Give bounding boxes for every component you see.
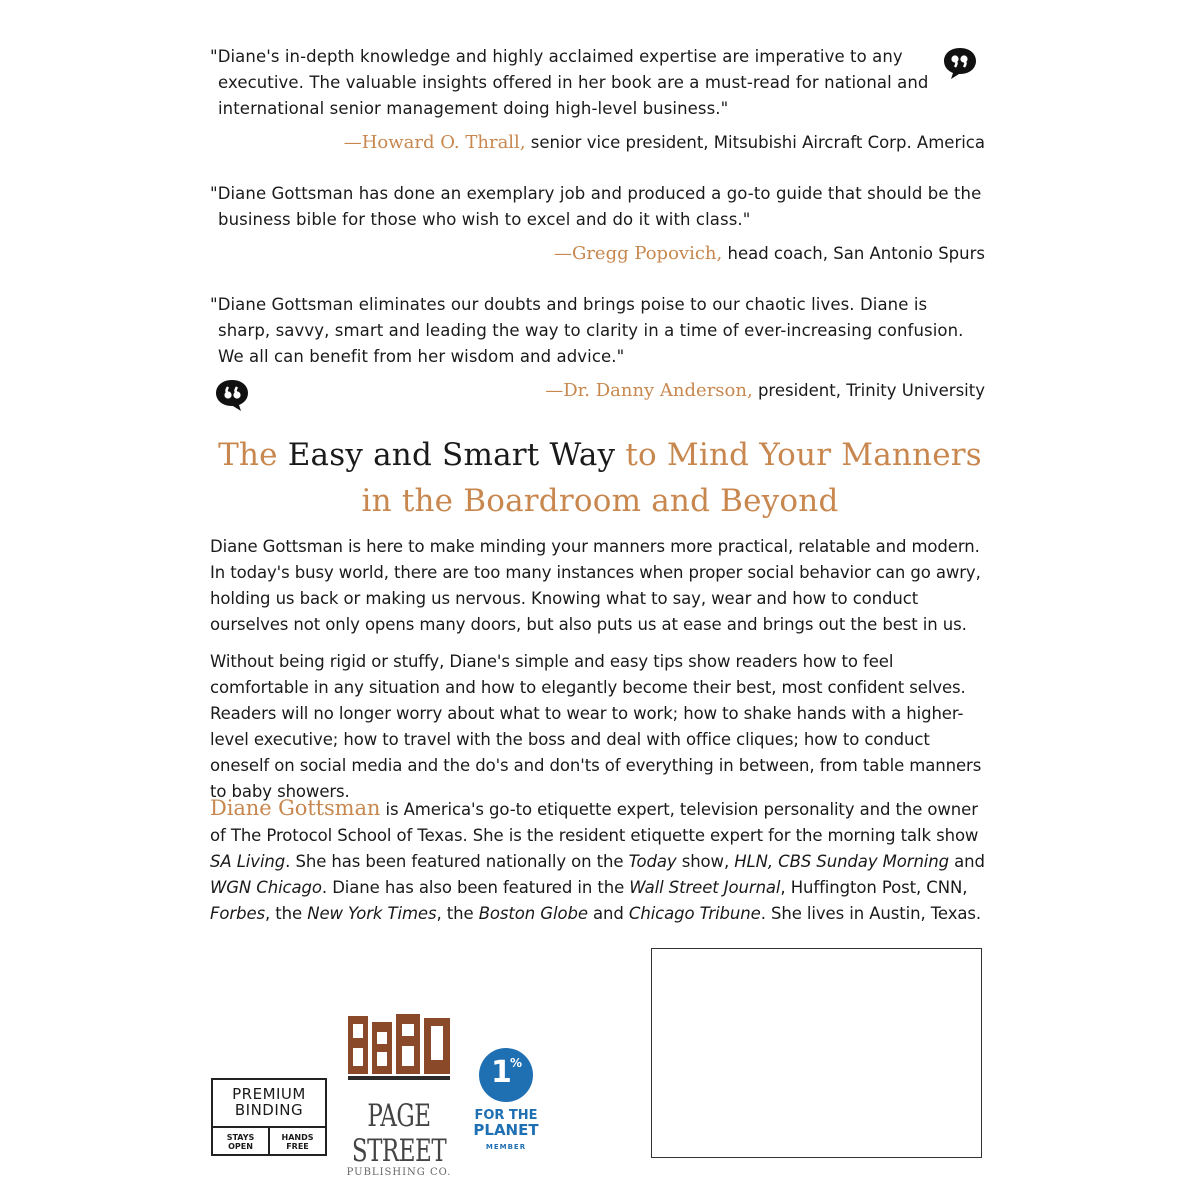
quote-3: [210, 292, 985, 401]
quote-2-text: "Diane Gottsman has done an exemplary job and produced a go-to guide that should be the business bible for those who wish to excel and do it with class.": [210, 184, 982, 229]
barcode-area: [651, 948, 982, 1158]
binding-stays-open: STAYS OPEN: [226, 1133, 255, 1151]
quote-2-author-title: head coach, San Antonio Spurs: [722, 244, 985, 263]
quote-3-author-title: president, Trinity University: [752, 381, 985, 400]
planet-circle-icon: 1 %: [479, 1048, 533, 1102]
author-bio: Diane Gottsman is America's go-to etiquette expert, television personality and the owner of The Protocol School of Texas. She is the resident etiquette expert for the morning talk show SA Living. She has been featured nationally on the Today show, HLN, CBS Sunday Morning and WGN Chicago. Diane has also been featured in the Wall Street Journal, Huffington Post, CNN, Forbes, the New York Times, the Boston Globe and Chicago Tribune. She lives in Austin, Texas.: [210, 796, 985, 923]
quote-3-author: —Dr. Danny Anderson,: [545, 380, 753, 401]
quote-1-text: "Diane's in-depth knowledge and highly acclaimed expertise are imperative to any executive. The valuable insights offered in her book are a must-read for national and international senior management doing high-level business.": [210, 47, 929, 118]
description-paragraph-2: Without being rigid or stuffy, Diane's simple and easy tips show readers how to feel comfortable in any situation and how to elegantly become their best, most confident selves. Readers will no longer worry about what to wear to work; how to shake hands with a higher-level executive; how to travel with the boss and deal with office cliques; how to conduct oneself on social media and the do's and don'ts of everything in between, from table manners to baby showers.: [210, 652, 982, 801]
one-percent-planet-badge: 1 % FOR THE PLANET MEMBER: [470, 1048, 542, 1160]
quote-3-text: "Diane Gottsman eliminates our doubts and brings poise to our chaotic lives. Diane is sharp, savvy, smart and leading the way to clarity in a time of ever-increasing confusion. We all can benefit from her wisdom and advice.": [210, 295, 964, 366]
quote-1-author-title: senior vice president, Mitsubishi Aircraft Corp. America: [525, 133, 985, 152]
premium-binding-badge: PREMIUM BINDING STAYS OPEN HANDS FREE: [211, 1078, 327, 1156]
publisher-name: PAGE STREET: [351, 1098, 447, 1170]
page-street-mark-icon: [344, 1010, 454, 1100]
publisher-logo: [340, 1010, 458, 1178]
quote-1-author: —Howard O. Thrall,: [343, 132, 526, 153]
description-paragraph-1: Diane Gottsman is here to make minding your manners more practical, relatable and modern. In today's busy world, there are too many instances when proper social behavior can go awry, holding us back or making us nervous. Knowing what to say, wear and how to conduct ourselves not only opens many doors, but also puts us at ease and brings out the best in us.: [210, 537, 981, 634]
quote-close-icon: [942, 46, 978, 80]
quote-2-attribution: [210, 243, 985, 264]
headline-line-1: The Easy and Smart Way to Mind Your Manners: [218, 437, 982, 473]
headline-line-2: in the Boardroom and Beyond: [361, 483, 839, 519]
quote-3-attribution: [210, 380, 985, 401]
quote-open-icon: [214, 378, 250, 412]
headline: [160, 432, 1040, 524]
quote-2: [210, 181, 985, 264]
quote-1-attribution: [210, 132, 985, 153]
quote-2-author: —Gregg Popovich,: [553, 243, 723, 264]
publisher-sub: PUBLISHING CO.: [346, 1167, 452, 1178]
author-bio-name: Diane Gottsman: [210, 796, 381, 820]
binding-hands-free: HANDS FREE: [268, 1128, 325, 1154]
quote-1: [210, 44, 985, 153]
